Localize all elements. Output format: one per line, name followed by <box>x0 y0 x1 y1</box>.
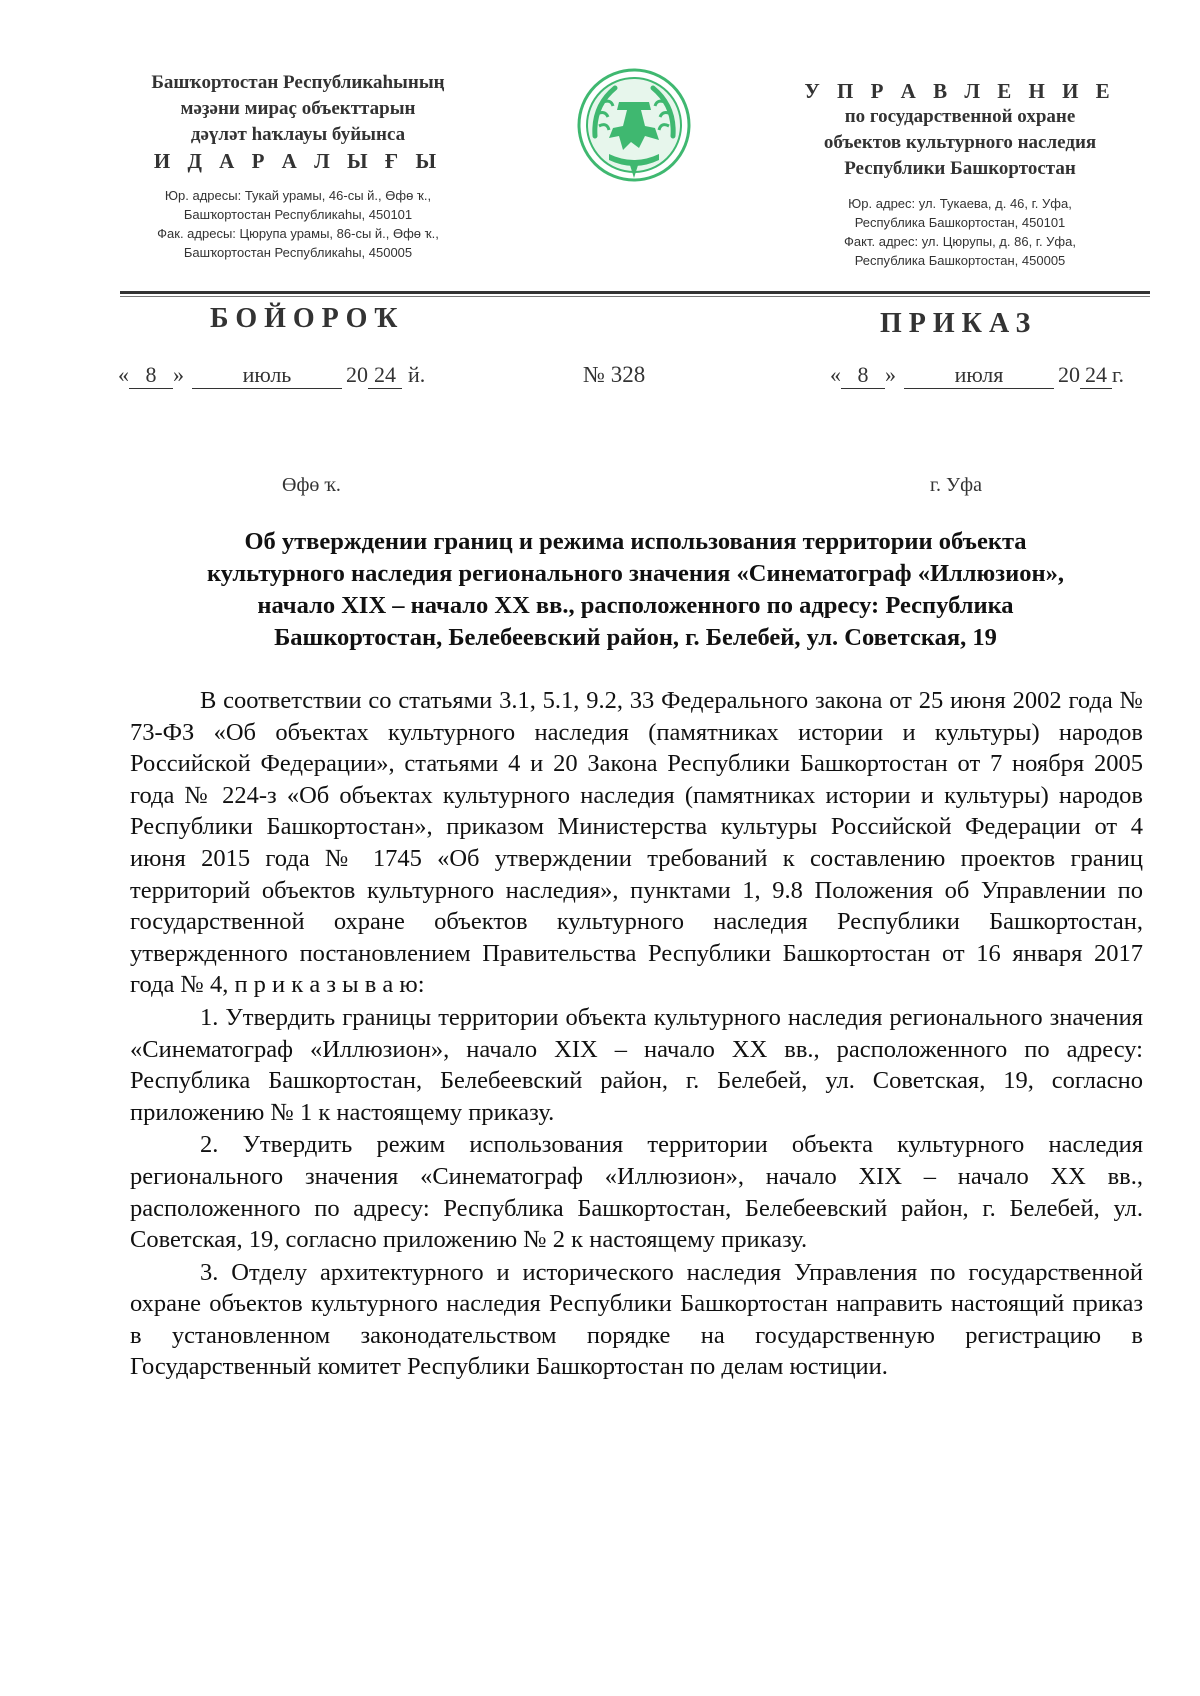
order-number: № 328 <box>583 362 646 387</box>
bashkortostan-emblem-icon <box>575 66 693 184</box>
city-bashkir: Өфө ҡ. <box>282 474 341 496</box>
date-year-suffix: 24 <box>368 362 402 389</box>
left-org-line: Башҡортостан Республикаһының <box>151 72 445 93</box>
date-open-quote: « <box>118 362 129 387</box>
emblem-graphic <box>575 66 693 184</box>
date-month: июля <box>904 362 1054 389</box>
title-line: культурного наследия регионального значения «Синематограф «Иллюзион», <box>207 560 1064 587</box>
left-organization-header <box>118 70 478 262</box>
order-date-bashkir <box>118 362 425 389</box>
document-body <box>130 685 1143 1383</box>
left-address-line: Башҡортостан Республикаһы, 450101 <box>183 207 413 222</box>
right-organization-address <box>790 194 1130 270</box>
title-line: Башкортостан, Белебеевский район, г. Белебей, ул. Советская, 19 <box>274 624 997 651</box>
date-year-suffix: 24 <box>1080 362 1112 389</box>
order-date-russian <box>830 362 1124 389</box>
left-address-line: Юр. адресы: Тукай урамы, 46-сы й., Өфө ҡ., <box>164 188 432 203</box>
right-address-line: Факт. адрес: ул. Цюрупы, д. 86, г. Уфа, <box>844 234 1076 249</box>
title-line: Об утверждении границ и режима использования территории объекта <box>244 528 1027 555</box>
date-open-quote: « <box>830 362 841 387</box>
left-address-line: Башҡортостан Республикаһы, 450005 <box>183 245 413 260</box>
date-year-prefix: 20 <box>346 362 368 387</box>
date-year-unit: й. <box>408 362 426 387</box>
right-address-line: Юр. адрес: ул. Тукаева, д. 46, г. Уфа, <box>848 196 1072 211</box>
body-paragraph-item-1: 1. Утвердить границы территории объекта культурного наследия регионального значения «Синематограф «Иллюзион», начало XIX – начало XX вв., расположенного по адресу: Республика Башкортостан, Белебеевский район, г. Белебей, ул. Советская, 19, согласно приложению № 1 к настоящему приказу. <box>130 1003 1143 1126</box>
right-address-line: Республика Башкортостан, 450101 <box>854 215 1066 230</box>
body-paragraph-item-3: 3. Отделу архитектурного и исторического наследия Управления по государственной охране объектов культурного наследия Республики Башкортостан направить настоящий приказ в установленном законодательством порядке на государственную регистрацию в Государственный комитет Республики Башкортостан по делам юстиции. <box>130 1258 1143 1381</box>
body-paragraph-item-2: 2. Утвердить режим использования территории объекта культурного наследия регионального значения «Синематограф «Иллюзион», начало XIX – начало XX вв., расположенного по адресу: Республика Башкортостан, Белебеевский район, г. Белебей, ул. Советская, 19, согласно приложению № 2 к настоящему приказу. <box>130 1131 1143 1254</box>
right-org-line: по государственной охране <box>844 106 1076 127</box>
right-org-line: Республики Башкортостан <box>844 158 1076 179</box>
date-day: 8 <box>129 362 173 389</box>
order-word-bashkir: БОЙОРОҠ <box>210 303 405 334</box>
right-address-line: Республика Башкортостан, 450005 <box>854 253 1066 268</box>
left-org-line: И Д А Р А Л Ы Ғ Ы <box>153 149 443 173</box>
body-paragraph-preamble: В соответствии со статьями 3.1, 5.1, 9.2, 33 Федерального закона от 25 июня 2002 года № 73-ФЗ «Об объектах культурного наследия (памятниках истории и культуры) народов Российской Федерации», статьями 4 и 20 Закона Республики Башкортостан от 7 ноября 2005 года № 224-з «Об объектах культурного наследия (памятниках истории и культуры) народов Республики Башкортостан», приказом Министерства культуры Российской Федерации от 4 июня 2015 года № 1745 «Об утверждении требований к составлению проектов границ территорий объектов культурного наследия», пунктами 1, 9.8 Положения об Управлении по государственной охране объектов культурного наследия Республики Башкортостан, утвержденного постановлением Правительства Республики Башкортостан от 16 января 2017 года № 4, п р и к а з ы в а ю: <box>130 687 1143 999</box>
right-org-line: У П Р А В Л Е Н И Е <box>804 79 1116 103</box>
left-address-line: Фак. адресы: Цюрупа урамы, 86-сы й., Өфө ҡ., <box>157 226 439 241</box>
title-line: начало XIX – начало XX вв., расположенного по адресу: Республика <box>257 592 1014 619</box>
right-org-line: объектов культурного наследия <box>823 132 1097 153</box>
date-day: 8 <box>841 362 885 389</box>
city-russian: г. Уфа <box>930 474 982 496</box>
header-divider-thin <box>120 296 1150 297</box>
left-org-line: мәҙәни мираҫ объекттарын <box>180 98 416 119</box>
document-title <box>128 526 1143 654</box>
date-year-prefix: 20 <box>1058 362 1080 387</box>
date-month: июль <box>192 362 342 389</box>
right-organization-header <box>790 78 1130 270</box>
header-divider-thick <box>120 291 1150 294</box>
left-org-line: дәүләт һаҡлауы буйынса <box>190 124 406 145</box>
date-year-unit: г. <box>1112 362 1125 387</box>
date-close-quote: » <box>173 362 184 387</box>
date-close-quote: » <box>885 362 896 387</box>
order-word-russian: ПРИКАЗ <box>880 308 1038 339</box>
left-organization-name <box>118 70 478 174</box>
left-organization-address <box>118 186 478 262</box>
right-organization-name <box>790 78 1130 182</box>
